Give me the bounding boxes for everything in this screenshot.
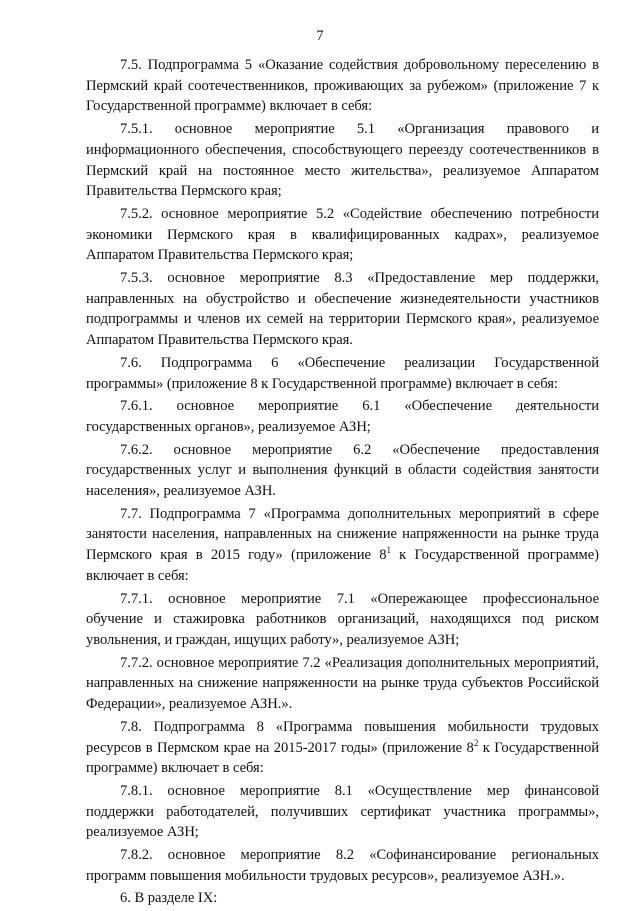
- document-body: [86, 55, 599, 911]
- paragraph-7-5: 7.5. Подпрограмма 5 «Оказание содействия добровольному переселению в Пермский край соотечественников, проживающих за рубежом» (приложение 7 к Государственной программе) включает в себя:: [86, 57, 599, 115]
- footnote-superscript: 2: [473, 737, 479, 748]
- paragraph-6: 6. В разделе IX:: [120, 890, 218, 907]
- footnote-superscript: 1: [386, 545, 391, 556]
- paragraph-7-7-2: 7.7.2. основное мероприятие 7.2 «Реализация дополнительных мероприятий, направленных на снижение напряженности на рынке труда субъектов Российской Федерации», реализуемое АЗН.».: [86, 654, 599, 713]
- page-number: 7: [316, 28, 324, 44]
- paragraph-7-7-text-after: к Государственной программе) включает в себя:: [86, 547, 599, 584]
- paragraph-7-7-1: 7.7.1. основное мероприятие 7.1 «Опережающее профессиональное обучение и стажировка работников организаций, находящихся под риском увольнения, и граждан, ищущих работу», реализуемое АЗН;: [86, 590, 599, 648]
- paragraph-7-7: [86, 504, 599, 587]
- paragraph-7-7-text-before: 7.7. Подпрограмма 7 «Программа дополнительных мероприятий в сфере занятости населения, направленных на снижение напряженности на рынке труда Пермского края в 2015 году» (приложение 8: [86, 505, 599, 564]
- paragraph-7-5-1: 7.5.1. основное мероприятие 5.1 «Организация правового и информационного обеспечения, способствующего переезду соотечественников в Пермский край на постоянное место жительства», реализуемое Аппаратом Правительства Пермского края;: [86, 121, 599, 200]
- paragraph-7-6: 7.6. Подпрограмма 6 «Обеспечение реализации Государственной программы» (приложение 8 к Государственной программе) включает в себя:: [86, 354, 599, 392]
- paragraph-7-6-1: 7.6.1. основное мероприятие 6.1 «Обеспечение деятельности государственных органов», реализуемое АЗН;: [86, 398, 599, 435]
- paragraph-7-8-2: 7.8.2. основное мероприятие 8.2 «Софинансирование региональных программ повышения мобильности трудовых ресурсов», реализуемое АЗН.».: [86, 847, 599, 884]
- paragraph-7-8-text-before: 7.8. Подпрограмма 8 «Программа повышения мобильности трудовых ресурсов в Пермском крае на 2015-2017 годы» (приложение 8: [86, 718, 599, 756]
- paragraph-7-5-3: 7.5.3. основное мероприятие 8.3 «Предоставление мер поддержки, направленных на обустройство и обеспечение жизнедеятельности участников подпрограммы и членов их семей на территории Пермского края», реализуемое Аппаратом Правительства Пермского края.: [86, 270, 599, 349]
- paragraph-7-8-text-after: к Государственной программе) включает в себя:: [86, 739, 600, 777]
- paragraph-7-8: [86, 717, 599, 779]
- paragraph-7-6-2: 7.6.2. основное мероприятие 6.2 «Обеспечение предоставления государственных услуг и выполнения функций в области содействия занятости населения», реализуемое АЗН.: [86, 441, 599, 500]
- paragraph-7-8-1: 7.8.1. основное мероприятие 8.1 «Осуществление мер финансовой поддержки работодателей, получивших сертификат участника программы», реализуемое АЗН;: [86, 782, 599, 841]
- paragraph-7-5-2: 7.5.2. основное мероприятие 5.2 «Содействие обеспечению потребности экономики Пермского края в квалифицированных кадрах», реализуемое Аппаратом Правительства Пермского края;: [86, 205, 599, 264]
